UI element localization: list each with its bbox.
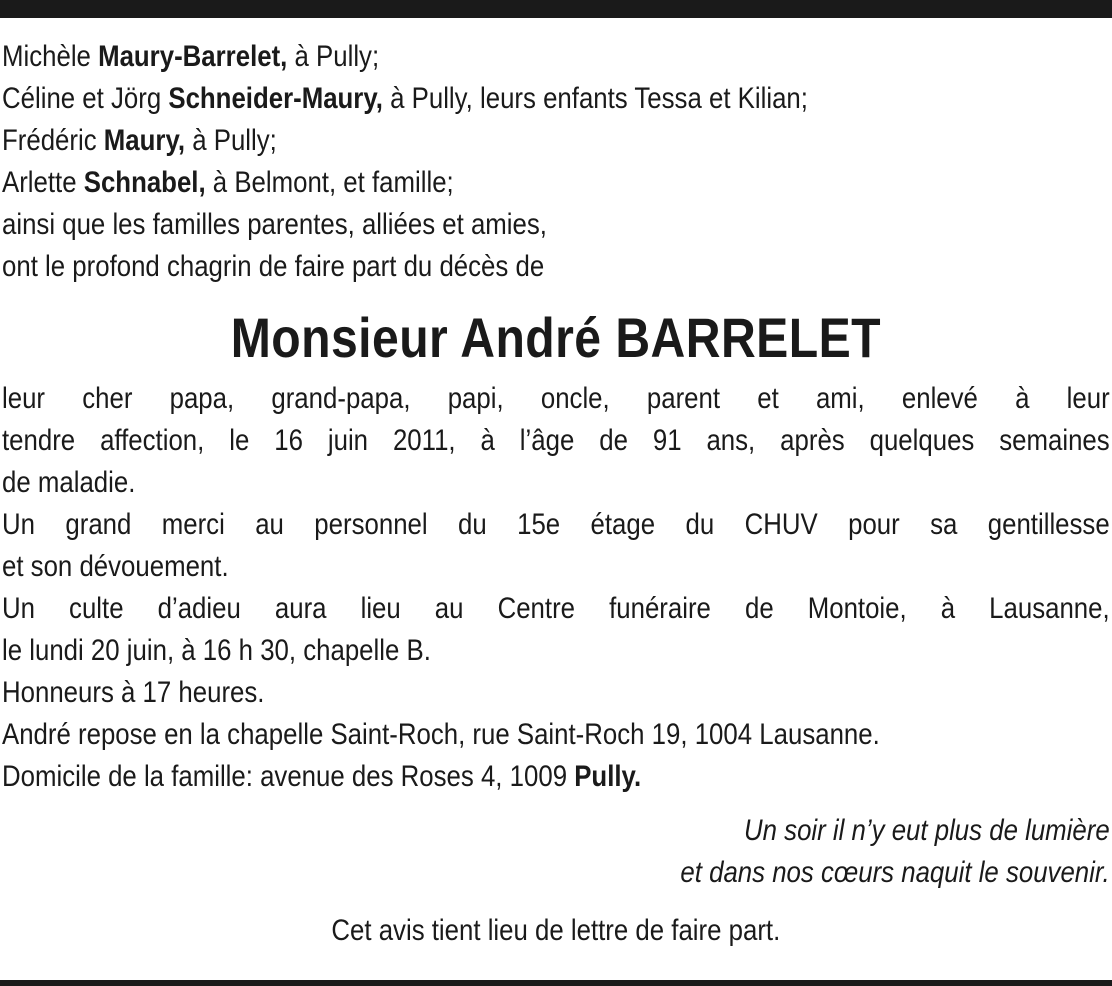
family-line	[2, 120, 1110, 162]
family-surname: Maury,	[103, 124, 186, 157]
intro-line: ainsi que les familles parentes, alliées et amies,	[2, 208, 547, 241]
deceased-name-title: Monsieur André BARRELET	[230, 306, 881, 369]
body-line: leur cher papa, grand-papa, papi, oncle, parent et ami, enlevé à leur	[2, 382, 1110, 415]
family-location: à Belmont, et famille;	[212, 166, 454, 199]
family-surname: Schnabel,	[83, 166, 206, 199]
body-line: Un culte d’adieu aura lieu au Centre funéraire de Montoie, à Lausanne,	[2, 592, 1110, 625]
family-location: à Pully, leurs enfants Tessa et Kilian;	[390, 82, 808, 115]
bottom-rule	[0, 980, 1112, 986]
body-line: Un grand merci au personnel du 15e étage du CHUV pour sa gentillesse	[2, 508, 1110, 541]
obituary-notice	[2, 36, 1110, 952]
family-surname: Maury-Barrelet,	[98, 40, 288, 73]
family-line	[2, 78, 1110, 120]
body-line: Honneurs à 17 heures.	[2, 676, 265, 709]
family-line	[2, 162, 1110, 204]
body-line: le lundi 20 juin, à 16 h 30, chapelle B.	[2, 634, 431, 667]
closing-note: Cet avis tient lieu de lettre de faire part.	[331, 914, 781, 947]
top-rule	[0, 0, 1112, 18]
family-line	[2, 36, 1110, 78]
body-line	[2, 756, 1110, 798]
body-line: de maladie.	[2, 466, 136, 499]
body-line: et son dévouement.	[2, 550, 229, 583]
address-city: Pully.	[574, 760, 642, 793]
family-surname: Schneider-Maury,	[168, 82, 383, 115]
address-text: Domicile de la famille: avenue des Roses 4, 1009	[2, 760, 568, 793]
body-line: tendre affection, le 16 juin 2011, à l’âge de 91 ans, après quelques semaines	[2, 424, 1110, 457]
family-first-name: Céline et Jörg	[2, 82, 162, 115]
family-location: à Pully;	[294, 40, 380, 73]
family-first-name: Frédéric	[2, 124, 97, 157]
quote-line: et dans nos cœurs naquit le souvenir.	[680, 856, 1110, 889]
intro-line: ont le profond chagrin de faire part du décès de	[2, 250, 545, 283]
family-first-name: Michèle	[2, 40, 91, 73]
body-line: André repose en la chapelle Saint-Roch, rue Saint-Roch 19, 1004 Lausanne.	[2, 718, 880, 751]
family-location: à Pully;	[192, 124, 277, 157]
quote-line: Un soir il n’y eut plus de lumière	[744, 814, 1110, 847]
family-first-name: Arlette	[2, 166, 77, 199]
